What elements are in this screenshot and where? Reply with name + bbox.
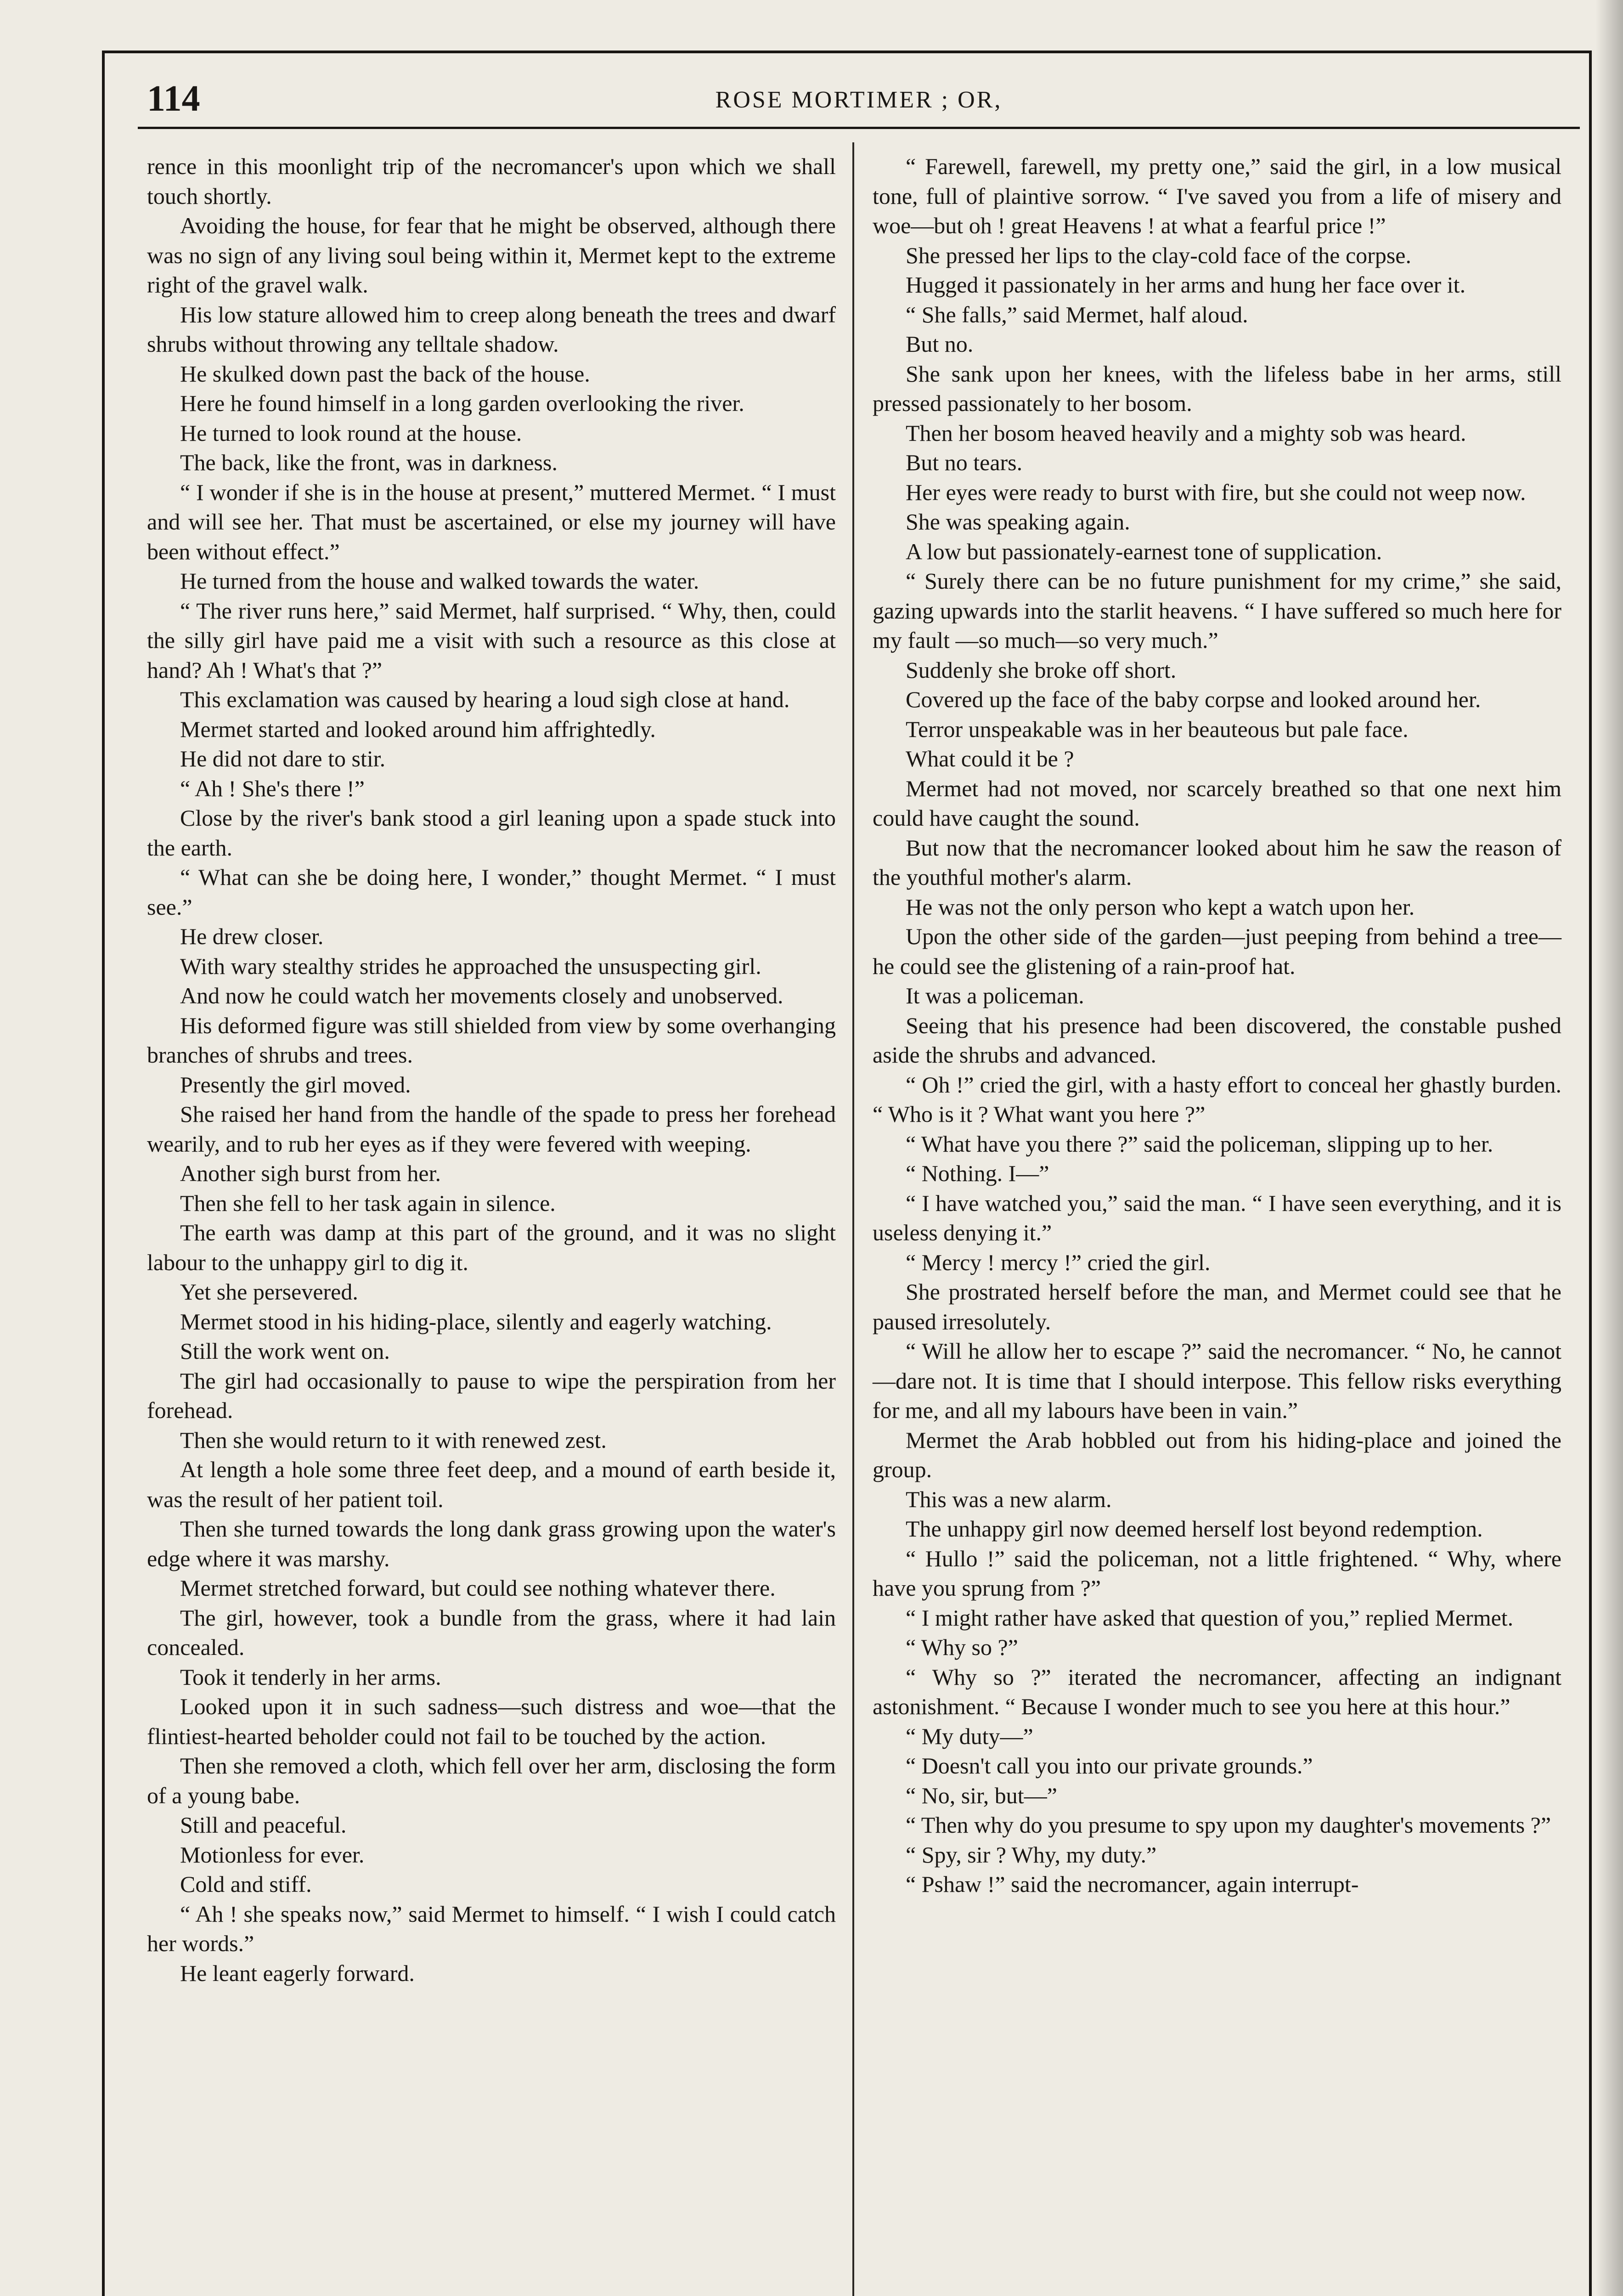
paragraph: “ Ah ! she speaks now,” said Mermet to himself. “ I wish I could catch her words.” (147, 1901, 836, 1956)
paragraph: Close by the river's bank stood a girl leaning upon a spade stuck into the earth. (147, 805, 836, 861)
paragraph: “ Pshaw !” said the necromancer, again interrupt- (906, 1871, 1359, 1897)
paragraph: He turned from the house and walked towards the water. (180, 568, 699, 594)
paragraph: “ My duty—” (906, 1723, 1033, 1749)
paragraph: Then she removed a cloth, which fell over her arm, disclosing the form of a young babe. (147, 1753, 836, 1808)
paragraph: “ I might rather have asked that question of you,” replied Mermet. (906, 1604, 1514, 1631)
paragraph: Mermet had not moved, nor scarcely breathed so that one next him could have caught the sound. (873, 775, 1561, 831)
paragraph: Here he found himself in a long garden overlooking the river. (180, 390, 744, 416)
paragraph: He turned to look round at the house. (180, 420, 522, 446)
paragraph: He did not dare to stir. (180, 746, 386, 771)
paragraph: “ Why so ?” (906, 1634, 1018, 1660)
paragraph: At length a hole some three feet deep, and a mound of earth beside it, was the result of her patient toil. (147, 1457, 836, 1512)
paragraph: Upon the other side of the garden—just peeping from behind a tree—he could see the glistening of a rain-proof hat. (873, 923, 1561, 979)
paragraph: Terror unspeakable was in her beauteous but pale face. (906, 716, 1409, 742)
paragraph: “ I wonder if she is in the house at present,” muttered Mermet. “ I must and will see her. That must be ascertained, or else my journey will have been without effect.” (147, 479, 836, 564)
paragraph: He skulked down past the back of the house. (180, 360, 590, 387)
right-text-column (873, 152, 1561, 1899)
binding-shadow (1595, 0, 1623, 2296)
paragraph: And now he could watch her movements closely and unobserved. (180, 983, 783, 1008)
paragraph: Hugged it passionately in her arms and hung her face over it. (906, 272, 1466, 298)
paragraph: He leant eagerly forward. (180, 1960, 415, 1986)
paragraph: Motionless for ever. (180, 1841, 365, 1868)
paragraph: She pressed her lips to the clay-cold face of the corpse. (906, 242, 1411, 268)
paragraph: Another sigh burst from her. (180, 1160, 441, 1186)
paragraph: “ What can she be doing here, I wonder,” thought Mermet. “ I must see.” (147, 864, 836, 920)
paragraph: She sank upon her knees, with the lifeless babe in her arms, still pressed passionately to her bosom. (873, 360, 1561, 416)
paragraph: His deformed figure was still shielded from view by some overhanging branches of shrubs and trees. (147, 1012, 836, 1068)
page-header (147, 73, 1571, 129)
column-divider (852, 142, 854, 2296)
paragraph: rence in this moonlight trip of the necromancer's upon which we shall touch shortly. (147, 153, 836, 209)
paragraph: “ Spy, sir ? Why, my duty.” (906, 1841, 1157, 1868)
left-text-column (147, 152, 836, 1988)
paragraph: Still the work went on. (180, 1338, 390, 1364)
paragraph: A low but passionately-earnest tone of supplication. (906, 538, 1382, 564)
header-rule (138, 127, 1580, 129)
paragraph: “ Farewell, farewell, my pretty one,” said the girl, in a low musical tone, full of plaintive sorrow. “ I've saved you from a life of misery and woe—but oh ! great Heavens ! at what a fearful price !” (873, 153, 1561, 238)
paragraph: “ Mercy ! mercy !” cried the girl. (906, 1249, 1211, 1275)
paragraph: But no tears. (906, 450, 1023, 475)
paragraph: Her eyes were ready to burst with fire, but she could not weep now. (906, 479, 1526, 505)
paragraph: “ Surely there can be no future punishment for my crime,” she said, gazing upwards into the starlit heavens. “ I have suffered so much here for my fault —so much—so very much.” (873, 568, 1561, 653)
paragraph: “ Hullo !” said the policeman, not a little frightened. “ Why, where have you sprung from ?” (873, 1545, 1561, 1601)
paragraph: Then she fell to her task again in silence. (180, 1190, 556, 1216)
paragraph: “ Nothing. I—” (906, 1160, 1049, 1186)
paragraph: The girl had occasionally to pause to wipe the perspiration from her forehead. (147, 1367, 836, 1423)
paragraph: He drew closer. (180, 923, 324, 949)
paragraph: Seeing that his presence had been discovered, the constable pushed aside the shrubs and advanced. (873, 1012, 1561, 1068)
paragraph: The unhappy girl now deemed herself lost beyond redemption. (906, 1516, 1483, 1542)
paragraph: The girl, however, took a bundle from the grass, where it had lain concealed. (147, 1604, 836, 1660)
paragraph: Yet she persevered. (180, 1279, 358, 1305)
paragraph: She prostrated herself before the man, and Mermet could see that he paused irresolutely. (873, 1279, 1561, 1334)
paragraph: With wary stealthy strides he approached the unsuspecting girl. (180, 953, 761, 979)
paragraph: Then her bosom heaved heavily and a mighty sob was heard. (906, 420, 1466, 446)
paragraph: This exclamation was caused by hearing a loud sigh close at hand. (180, 687, 790, 712)
paragraph: “ I have watched you,” said the man. “ I have seen everything, and it is useless denying it.” (873, 1190, 1561, 1245)
paragraph: “ Doesn't call you into our private grounds.” (906, 1753, 1313, 1778)
paragraph: “ Will he allow her to escape ?” said the necromancer. “ No, he cannot—dare not. It is time that I should interpose. This fellow risks everything for me, and all my labours have been in vain.” (873, 1338, 1561, 1423)
running-head: ROSE MORTIMER ; OR, (715, 87, 1003, 113)
paragraph: Still and peaceful. (180, 1812, 347, 1838)
paragraph: Mermet the Arab hobbled out from his hiding-place and joined the group. (873, 1427, 1561, 1482)
paragraph: “ Oh !” cried the girl, with a hasty effort to conceal her ghastly burden. “ Who is it ? What want you here ?” (873, 1071, 1561, 1127)
paragraph: “ What have you there ?” said the policeman, slipping up to her. (906, 1131, 1493, 1157)
paragraph: This was a new alarm. (906, 1486, 1112, 1512)
paragraph: Took it tenderly in her arms. (180, 1664, 441, 1690)
paragraph: He was not the only person who kept a watch upon her. (906, 894, 1415, 920)
paragraph: Then she would return to it with renewed zest. (180, 1427, 607, 1453)
paragraph: She raised her hand from the handle of the spade to press her forehead wearily, and to rub her eyes as if they were fevered with weeping. (147, 1101, 836, 1157)
paragraph: “ No, sir, but—” (906, 1782, 1057, 1808)
paragraph: “ Ah ! She's there !” (180, 775, 365, 801)
paragraph: Covered up the face of the baby corpse and looked around her. (906, 687, 1481, 712)
paragraph: The earth was damp at this part of the ground, and it was no slight labour to the unhappy girl to dig it. (147, 1220, 836, 1275)
paragraph: What could it be ? (906, 746, 1074, 771)
paragraph: Mermet stretched forward, but could see nothing whatever there. (180, 1575, 776, 1601)
paragraph: Presently the girl moved. (180, 1071, 411, 1097)
page-number: 114 (147, 79, 200, 119)
paragraph: Then she turned towards the long dank grass growing upon the water's edge where it was marshy. (147, 1516, 836, 1571)
paragraph: His low stature allowed him to creep along beneath the trees and dwarf shrubs without throwing any telltale shadow. (147, 301, 836, 357)
paragraph: Avoiding the house, for fear that he might be observed, although there was no sign of any living soul being within it, Mermet kept to the extreme right of the gravel walk. (147, 213, 836, 298)
paragraph: Mermet started and looked around him affrightedly. (180, 716, 656, 742)
paragraph: Looked upon it in such sadness—such distress and woe—that the flintiest-hearted beholder could not fail to be touched by the action. (147, 1694, 836, 1749)
paragraph: But no. (906, 331, 974, 357)
paragraph: “ Why so ?” iterated the necromancer, affecting an indignant astonishment. “ Because I wonder much to see you here at this hour.” (873, 1664, 1561, 1719)
paragraph: She was speaking again. (906, 509, 1130, 535)
paragraph: “ She falls,” said Mermet, half aloud. (906, 301, 1248, 327)
paragraph: Suddenly she broke off short. (906, 657, 1177, 683)
paragraph: But now that the necromancer looked about him he saw the reason of the youthful mother's alarm. (873, 834, 1561, 890)
paragraph: It was a policeman. (906, 983, 1084, 1008)
paragraph: Mermet stood in his hiding-place, silently and eagerly watching. (180, 1308, 772, 1334)
paragraph: The back, like the front, was in darkness. (180, 450, 558, 475)
paragraph: “ Then why do you presume to spy upon my daughter's movements ?” (906, 1812, 1551, 1838)
paragraph: “ The river runs here,” said Mermet, half surprised. “ Why, then, could the silly girl have paid me a visit with such a resource as this close at hand? Ah ! What's that ?” (147, 597, 836, 683)
paragraph: Cold and stiff. (180, 1871, 312, 1897)
